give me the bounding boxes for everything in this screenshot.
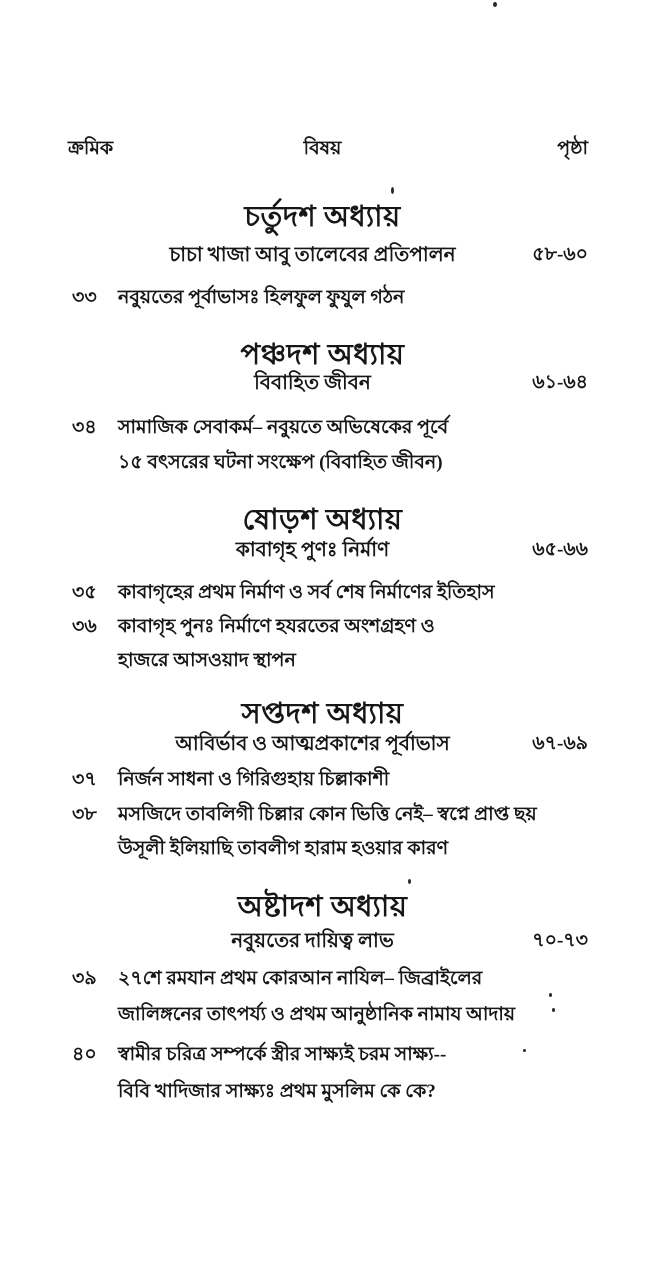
scan-speck: [552, 1008, 555, 1012]
item-text: স্বামীর চরিত্র সম্পর্কে স্ত্রীর সাক্ষ্যই চরম সাক্ষ্য--: [118, 1044, 447, 1065]
chapter-subtitle: বিবাহিত জীবন: [254, 372, 371, 394]
page-range: ৬৫-৬৬: [532, 539, 588, 560]
item-serial: ৩৬: [72, 616, 97, 637]
item-serial: ৩৭: [72, 769, 97, 790]
chapter-subtitle: নবুয়তের দায়িত্ব লাভ: [231, 930, 394, 952]
chapter-subtitle: চাচা খাজা আবু তালেবের প্রতিপালন: [169, 244, 456, 266]
item-serial: ৪০: [72, 1044, 97, 1065]
chapter-subtitle: কাবাগৃহ পুণঃ নির্মাণ: [235, 539, 390, 561]
header-page-label: পৃষ্ঠা: [557, 138, 588, 159]
item-text: মসজিদে তাবলিগী চিল্লার কোন ভিত্তি নেই– স্বপ্নে প্রাপ্ত ছয়: [118, 804, 537, 825]
page-range: ৫৮-৬০: [532, 244, 588, 265]
item-text: নবুয়তের পূর্বাভাসঃ হিলফুল ফুযুল গঠন: [118, 287, 405, 308]
item-text: কাবাগৃহের প্রথম নির্মাণ ও সর্ব শেষ নির্মাণের ইতিহাস: [118, 582, 495, 603]
page-range: ৬৭-৬৯: [532, 733, 588, 754]
item-text: উসূলী ইলিয়াছি তাবলীগ হারাম হওয়ার কারণ: [118, 838, 449, 859]
chapter-title: পঞ্চদশ অধ্যায়: [240, 339, 405, 371]
item-serial: ৩৩: [72, 287, 97, 308]
item-serial: ৩৫: [72, 582, 97, 603]
item-text: ১৫ বৎসরের ঘটনা সংক্ষেপ (বিবাহিত জীবন): [118, 452, 443, 473]
page-range: ৬১-৬৪: [532, 372, 588, 393]
item-text: সামাজিক সেবাকর্ম– নবুয়তে অভিষেকের পূর্বে: [118, 417, 449, 438]
item-text: বিবি খাদিজার সাক্ষ্যঃ প্রথম মুসলিম কে কে?: [118, 1081, 436, 1102]
item-text: নির্জন সাধনা ও গিরিগুহায় চিল্লাকাশী: [118, 769, 390, 790]
page-range: ৭০-৭৩: [532, 930, 588, 951]
chapter-title: অষ্টাদশ অধ্যায়: [237, 891, 408, 923]
header-subject-label: বিষয়: [303, 138, 342, 159]
item-serial: ৩৯: [72, 968, 97, 989]
scan-speck: [391, 187, 394, 194]
item-serial: ৩৮: [72, 804, 97, 825]
chapter-subtitle: আবির্ভাব ও আত্মপ্রকাশের পূর্বাভাস: [175, 733, 450, 755]
chapter-title: ষোড়শ অধ্যায়: [242, 504, 403, 536]
scan-speck: [408, 879, 411, 884]
header-serial-label: ক্রমিক: [68, 138, 114, 159]
chapter-title: চর্তুদশ অধ্যায়: [244, 201, 401, 233]
scan-speck: [549, 993, 552, 997]
item-text: কাবাগৃহ পুনঃ নির্মাণে হযরতের অংশগ্রহণ ও: [118, 616, 435, 637]
scan-speck: [523, 1049, 526, 1052]
item-text: হাজরে আসওয়াদ স্থাপন: [118, 650, 296, 671]
item-text: ২৭শে রমযান প্রথম কোরআন নাযিল– জিব্রাইলের: [118, 968, 483, 989]
item-text: জালিঙ্গনের তাৎপর্য্য ও প্রথম আনুষ্ঠানিক নামায আদায়: [118, 1004, 516, 1025]
scan-speck: [493, 2, 497, 7]
chapter-title: সপ্তদশ অধ্যায়: [241, 698, 404, 730]
item-serial: ৩৪: [72, 417, 97, 438]
